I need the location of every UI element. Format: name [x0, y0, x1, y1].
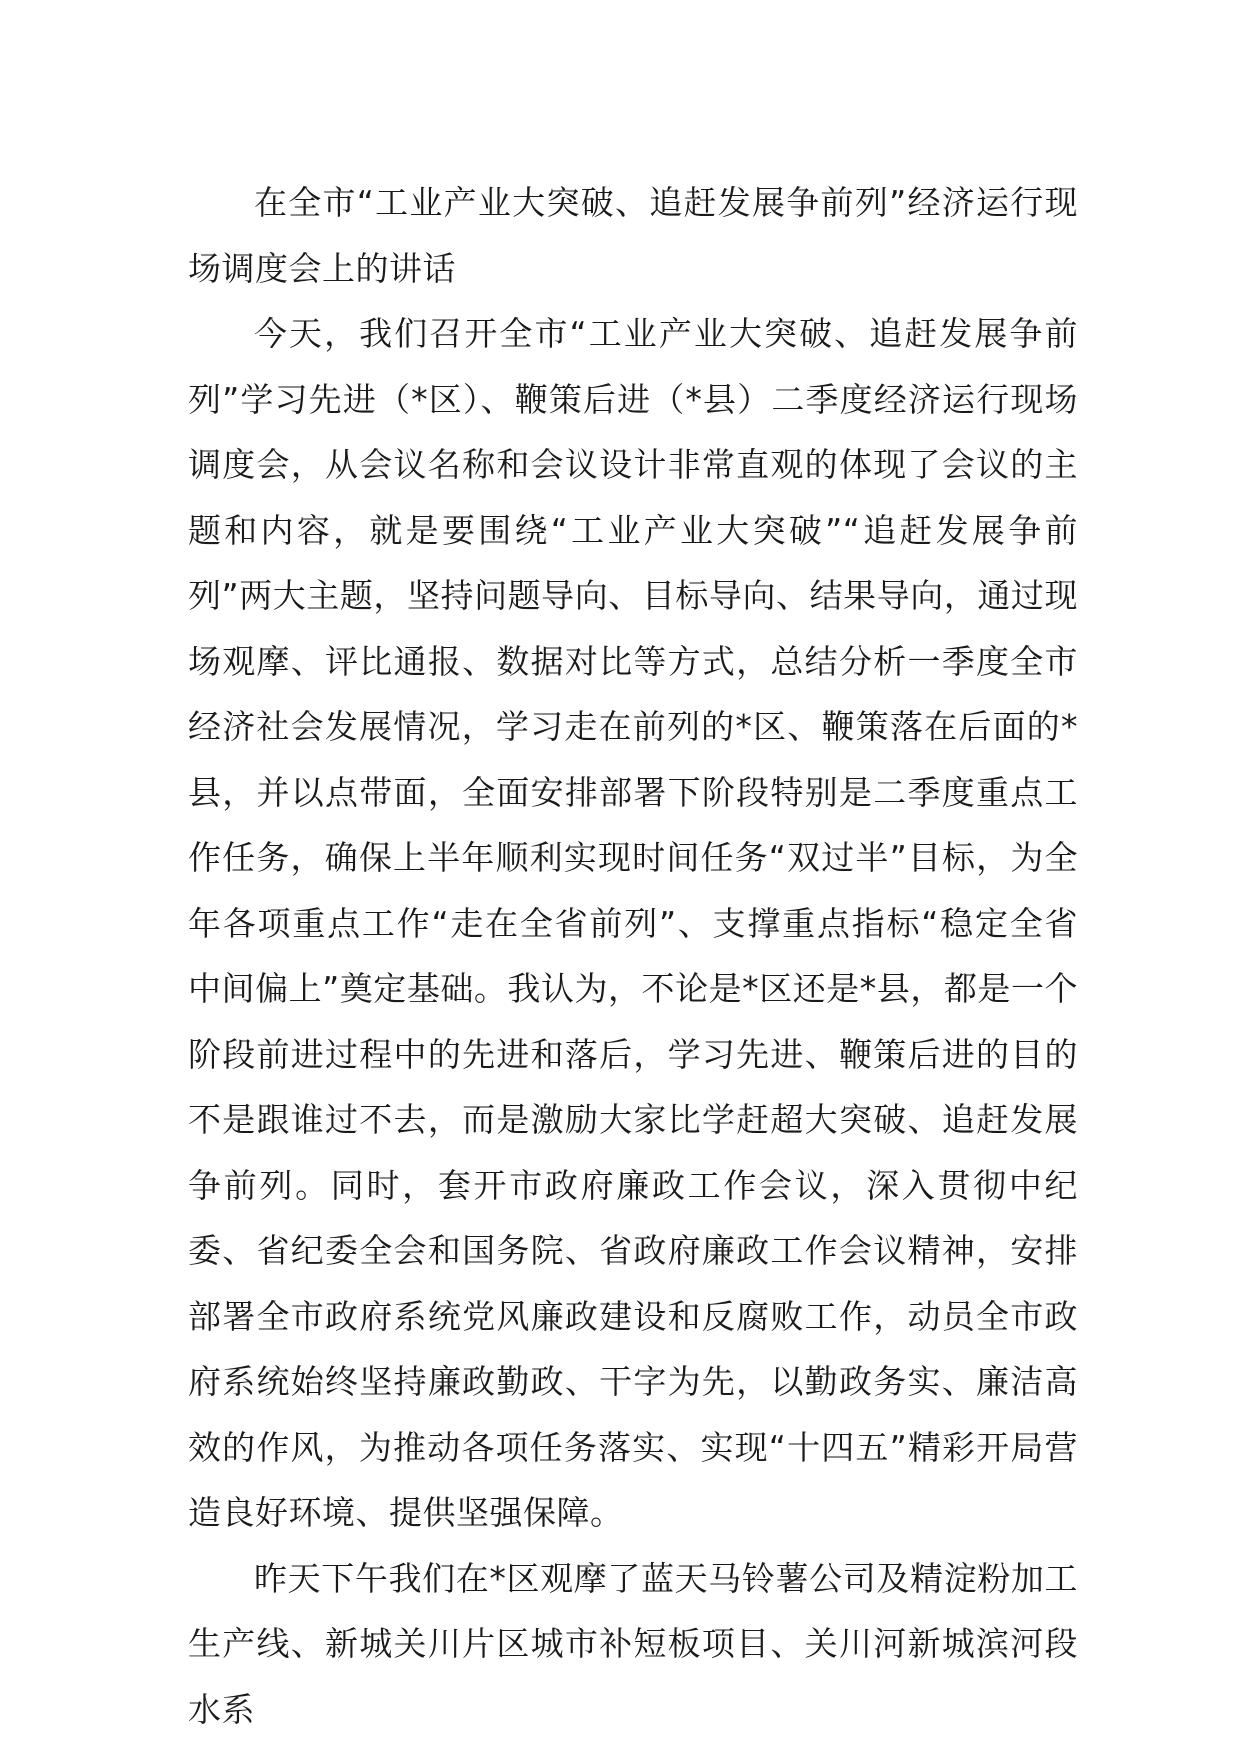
document-title: 在全市“工业产业大突破、追赶发展争前列”经济运行现场调度会上的讲话 — [188, 183, 1078, 288]
document-body — [188, 170, 1078, 1742]
paragraph-2: 昨天下午我们在*区观摩了蓝天马铃薯公司及精淀粉加工生产线、新城关川片区城市补短板项目、关川河新城滨河段水系 — [188, 1558, 1078, 1729]
paragraph-1: 今天，我们召开全市“工业产业大突破、追赶发展争前列”学习先进（*区）、鞭策后进（*县）二季度经济运行现场调度会，从会议名称和会议设计非常直观的体现了会议的主题和内容，就是要围绕“工业产业大突破”“追赶发展争前列”两大主题，坚持问题导向、目标导向、结果导向，通过现场观摩、评比通报、数据对比等方式，总结分析一季度全市经济社会发展情况，学习走在前列的*区、鞭策落在后面的*县，并以点带面，全面安排部署下阶段特别是二季度重点工作任务，确保上半年顺利实现时间任务“双过半”目标，为全年各项重点工作“走在全省前列”、支撑重点指标“稳定全省中间偏上”奠定基础。我认为，不论是*区还是*县，都是一个阶段前进过程中的先进和落后，学习先进、鞭策后进的目的不是跟谁过不去，而是激励大家比学赶超大突破、追赶发展争前列。同时，套开市政府廉政工作会议，深入贯彻中纪委、省纪委全会和国务院、省政府廉政工作会议精神，安排部署全市政府系统党风廉政建设和反腐败工作，动员全市政府系统始终坚持廉政勤政、干字为先，以勤政务实、廉洁高效的作风，为推动各项任务落实、实现“十四五”精彩开局营造良好环境、提供坚强保障。 — [188, 314, 1078, 1532]
